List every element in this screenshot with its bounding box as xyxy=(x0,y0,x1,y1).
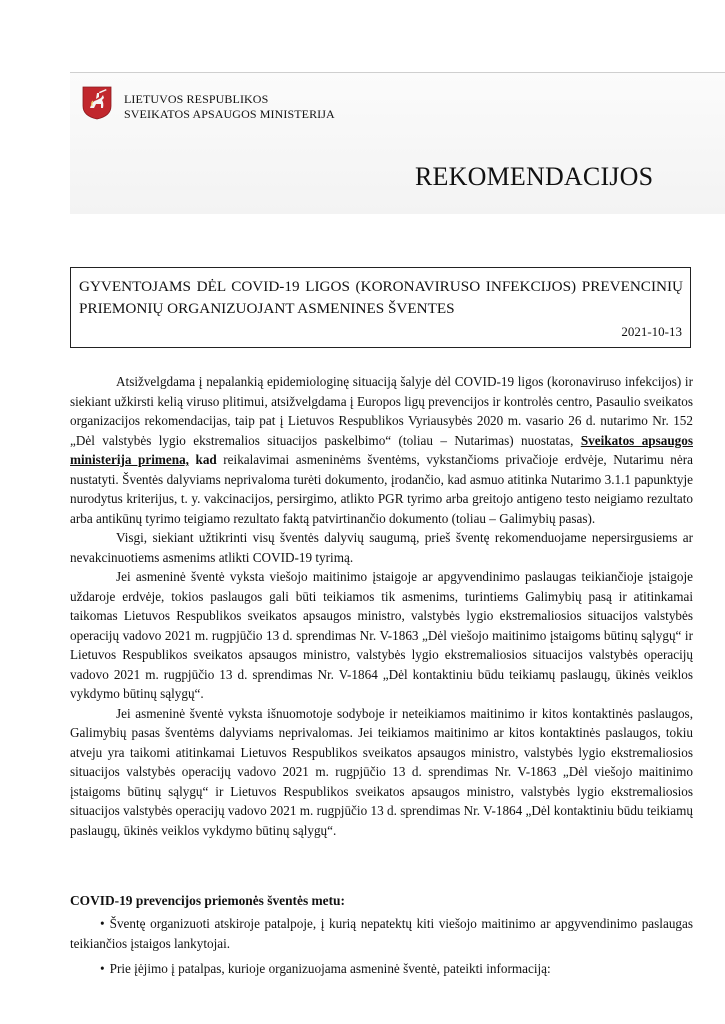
paragraph-3: Jei asmeninė šventė vyksta viešojo maitinimo įstaigoje ar apgyvendinimo paslaugas teikiančioje įstaigoje uždaroje erdvėje, tokios paslaugos gali būti teikiamos tik asmenims, turintiems Galimybių pasą ir atitinkamai taikomas Lietuvos Respublikos sveikatos apsaugos ministro, valstybės lygio ekstremaliosios situacijos valstybės operacijų vadovo 2021 m. rugpjūčio 13 d. sprendimas Nr. V-1863 „Dėl viešojo maitinimo įstaigoms būtinų sąlygų“ ir Lietuvos Respublikos sveikatos apsaugos ministro, valstybės lygio ekstremaliosios situacijos valstybės operacijų vadovo 2021 m. rugpjūčio 13 d. sprendimas Nr. V-1864 „Dėl kontaktiniu būdu teikiamų paslaugų, ūkinės veiklos vykdymo būtinų sąlygų“. xyxy=(70,569,693,701)
document-type: REKOMENDACIJOS xyxy=(415,162,654,191)
vytis-crest-icon xyxy=(82,86,112,120)
paragraph-1-text-a: Atsižvelgdama į nepalankią epidemiologinę situaciją šalyje dėl COVID-19 ligos (koronaviruso infekcijos) ir siekiant užkirsti kelią viruso plitimui, atsižvelgdama į Europos ligų prevencijos ir kontrolės centro, Pasaulio sveikatos organizacijos rekomendacijas, taip pat į Lietuvos Respublikos Vyriausybės 2020 m. vasario 26 d. nutarimo Nr. 152 „Dėl valstybės lygio ekstremalios situacijos paskelbimo“ (toliau – Nutarimas) nuostatas, xyxy=(70,374,693,448)
bullet-list xyxy=(70,914,693,985)
list-item xyxy=(70,914,693,953)
title-box xyxy=(70,267,691,348)
document-date: 2021-10-13 xyxy=(621,324,682,339)
list-item-text: Šventę organizuoti atskiroje patalpoje, į kurią nepatektų kiti viešojo maitinimo ar apgyvendinimo paslaugas teikiančios įstaigos lankytojai. xyxy=(70,916,693,951)
paragraph-1 xyxy=(70,372,693,528)
bullet-icon: • xyxy=(100,916,105,931)
paragraph-1-text-b: reikalavimai asmeninėms šventėms, vykstančioms privačioje erdvėje, Nutarimu nėra nustatyti. Šventės dalyviams neprivaloma turėti dokumento, įrodančio, kad asmuo atitinka Nutarimo 3.1.1 papunktyje nurodytus kriterijus, t. y. vakcinacijos, persirgimo, atlikto PGR tyrimo arba greitojo antigeno testo neigiamo rezultato arba antikūnų tyrimo teigiamo rezultato faktą patvirtinančio dokumento (toliau – Galimybių pasas). xyxy=(70,452,693,526)
paragraph-4: Jei asmeninė šventė vyksta išnuomotoje sodyboje ir neteikiamos maitinimo ir kitos kontaktinės paslaugos, Galimybių pasas šventėms dalyviams neprivalomas. Jei teikiamos maitinimo ar kitos kontaktinės paslaugos, tokiu atveju yra taikomi atitinkamai Lietuvos Respublikos sveikatos apsaugos ministro, valstybės lygio ekstremaliosios situacijos valstybės operacijų vadovo 2021 m. rugpjūčio 13 d. sprendimas Nr. V-1863 „Dėl viešojo maitinimo įstaigoms būtinų sąlygų“ ir Lietuvos Respublikos sveikatos apsaugos ministro, valstybės lygio ekstremaliosios situacijos valstybės operacijų vadovo 2021 m. rugpjūčio 13 d. sprendimas Nr. V-1864 „Dėl kontaktiniu būdu teikiamų paslaugų, ūkinės veiklos vykdymo būtinų sąlygų“. xyxy=(70,705,693,838)
ministry-line-2: SVEIKATOS APSAUGOS MINISTERIJA xyxy=(124,107,335,121)
paragraph-1-bold: kad xyxy=(188,452,217,467)
section-heading: COVID-19 prevencijos priemonės šventės metu: xyxy=(70,893,345,908)
paragraph-1-underlined: Sveikatos apsaugos ministerija primena, xyxy=(70,432,693,467)
ministry-line-1: LIETUVOS RESPUBLIKOS xyxy=(124,92,269,106)
list-item-text: Prie įėjimo į patalpas, kurioje organizuojama asmeninė šventė, pateikti informaciją: xyxy=(109,961,551,976)
paragraph-2: Visgi, siekiant užtikrinti visų šventės dalyvių saugumą, prieš šventę rekomenduojame nepersirgusiems ar nevakcinuotiems asmenims atlikti COVID-19 tyrimą. xyxy=(70,530,693,565)
document-body xyxy=(70,372,693,840)
document-title: GYVENTOJAMS DĖL COVID-19 LIGOS (KORONAVIRUSO INFEKCIJOS) PREVENCINIŲ PRIEMONIŲ ORGANIZUOJANT ASMENINES ŠVENTES xyxy=(79,278,683,317)
bullet-icon: • xyxy=(100,961,105,976)
ministry-name xyxy=(124,92,335,122)
list-item xyxy=(70,959,693,979)
